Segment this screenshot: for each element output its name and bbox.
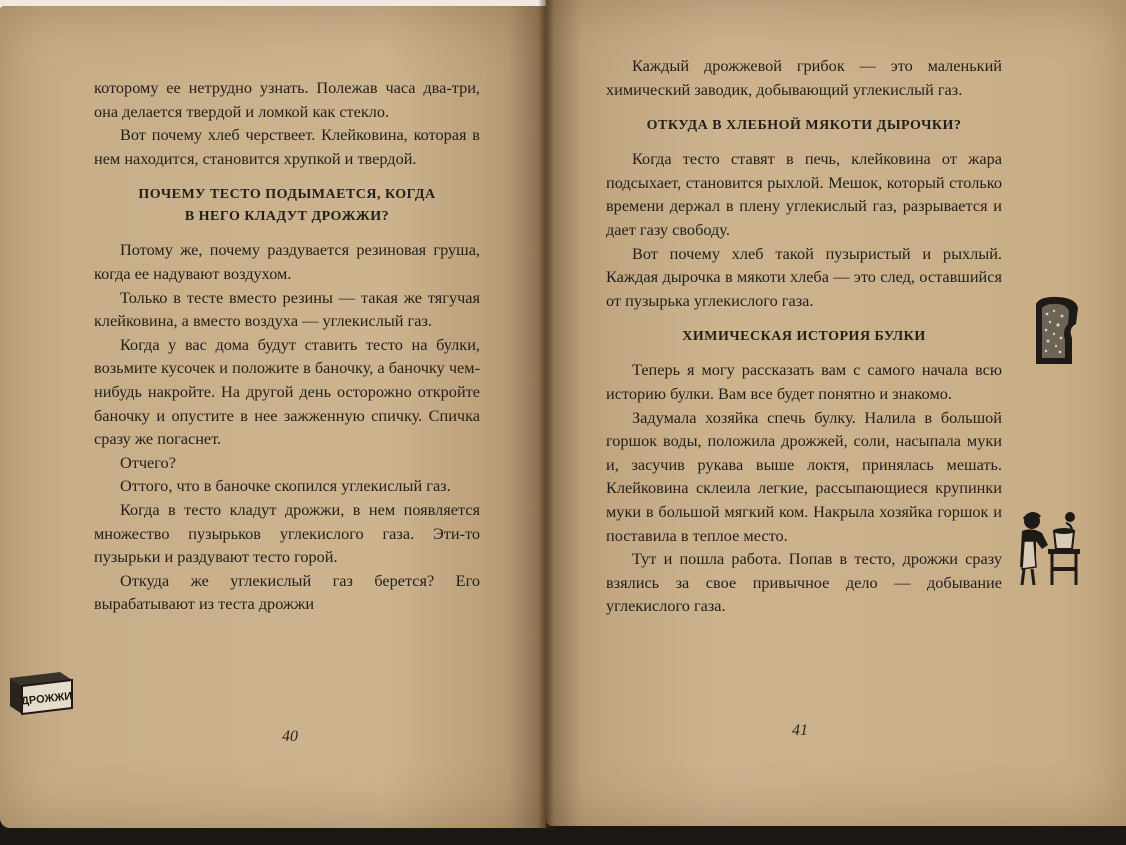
left-page-text xyxy=(94,76,480,616)
left-paragraph-7: Оттого, что в баночке скопился углекислый газ. xyxy=(120,476,451,496)
left-paragraph-8: Когда в тесто кладут дрожжи, в нем появляется множество пузырьков углекислого газа. Эти-то пузырьки и раздувают тесто горой. xyxy=(94,499,480,567)
left-paragraph-1: которому ее нетрудно узнать. Полежав часа два-три, она делается твердой и ломкой как стекло. xyxy=(94,78,480,121)
right-page-number: 41 xyxy=(792,722,808,739)
right-paragraph-3: Вот почему хлеб такой пузыристый и рыхлый. Каждая дырочка в мякоти хлеба — это след, оставшийся от пузырька углекислого газа. xyxy=(606,243,1002,310)
woman-kneading-illustration xyxy=(1012,505,1084,596)
left-heading xyxy=(94,184,480,228)
left-paragraph-3: Потому же, почему раздувается резиновая груша, когда ее надувают воздухом. xyxy=(94,240,480,283)
right-page-text xyxy=(606,54,1002,618)
left-paragraph-5: Когда у вас дома будут ставить тесто на булки, возьмите кусочек и положите в баночку, а баночку чем-нибудь накройте. На другой день осторожно откройте баночку и опустите в нее зажженную спичку. Спичка сразу же погаснет. xyxy=(94,334,480,449)
left-heading-line1: ПОЧЕМУ ТЕСТО ПОДЫМАЕТСЯ, КОГДА xyxy=(138,187,436,203)
left-page-number: 40 xyxy=(282,728,298,745)
left-paragraph-2: Вот почему хлеб черствеет. Клейковина, которая в нем находится, становится хрупкой и твердой. xyxy=(94,125,480,168)
left-paragraph-4: Только в тесте вместо резины — такая же тягучая клейковина, а вместо воздуха — углекислый газ. xyxy=(94,287,480,331)
yeast-box-illustration xyxy=(6,664,76,721)
right-paragraph-4: Теперь я могу рассказать вам с самого начала всю историю булки. Вам все будет понятно и знакомо. xyxy=(606,360,1002,403)
yeast-box-label: ДРОЖЖИ xyxy=(20,690,73,708)
right-paragraph-5: Задумала хозяйка спечь булку. Налила в большой горшок воды, положила дрожжей, соли, насыпала муки и, засучив рукава выше локтя, принялась мешать. Клейковина склеила легкие, рассыпающиеся крупинки муки в большой мягкий ком. Накрыла хозяйка горшок и поставила в теплое место. xyxy=(606,407,1002,545)
right-paragraph-6: Тут и пошла работа. Попав в тесто, дрожжи сразу взялись за свое привычное дело — добывание углекислого газа. xyxy=(606,549,1002,616)
left-heading-line2: В НЕГО КЛАДУТ ДРОЖЖИ? xyxy=(184,209,390,225)
right-heading-1: ОТКУДА В ХЛЕБНОЙ МЯКОТИ ДЫРОЧКИ? xyxy=(646,118,962,134)
book-gutter xyxy=(538,0,554,830)
right-paragraph-1: Каждый дрожжевой грибок — это маленький химический заводик, добывающий углекислый газ. xyxy=(606,56,1002,99)
bread-loaf-illustration xyxy=(1032,294,1082,373)
left-paragraph-6: Отчего? xyxy=(120,452,176,472)
right-heading-2: ХИМИЧЕСКАЯ ИСТОРИЯ БУЛКИ xyxy=(682,329,926,345)
right-paragraph-2: Когда тесто ставят в печь, клейковина от жара подсыхает, становится рыхлой. Мешок, который столько времени держал в плену углекислый газ, разрывается и дает газу свободу. xyxy=(606,149,1002,239)
left-paragraph-9: Откуда же углекислый газ берется? Его вырабатывают из теста дрожжи xyxy=(94,570,480,614)
